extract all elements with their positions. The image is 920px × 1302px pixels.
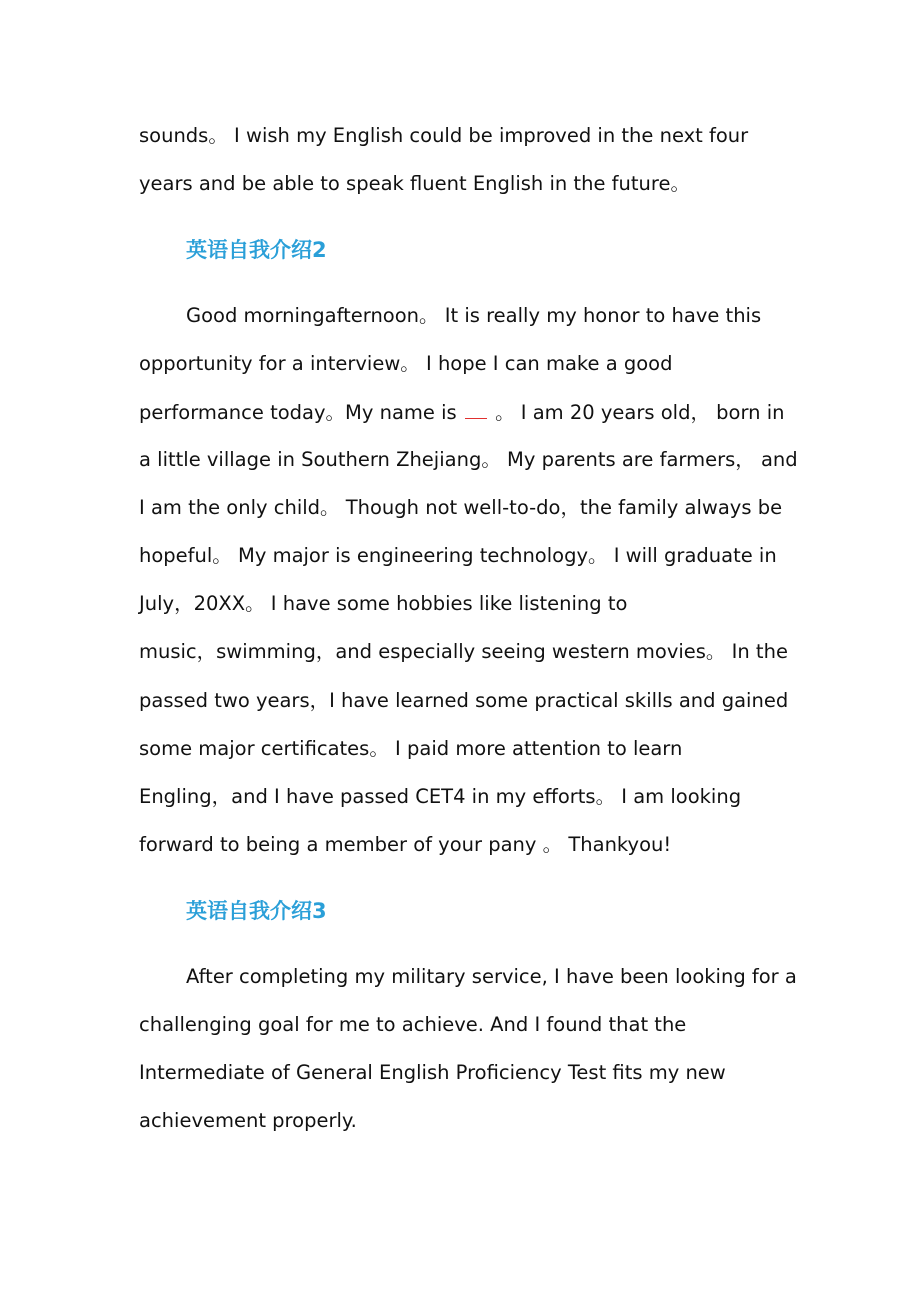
name-prefix-text: performance today。My name is bbox=[139, 401, 457, 424]
section-heading: 英语自我介绍2 bbox=[186, 238, 327, 262]
paragraph-line: opportunity for a interview。 I hope I can make a good bbox=[139, 352, 673, 375]
paragraph-line: challenging goal for me to achieve. And I found that the bbox=[139, 1013, 687, 1036]
paragraph-line: hopeful。 My major is engineering technology。 I will graduate in bbox=[139, 544, 777, 567]
name-suffix-text: 。 I am 20 years old， born in bbox=[495, 401, 785, 424]
paragraph-line: a little village in Southern Zhejiang。 My parents are farmers， and bbox=[139, 448, 798, 471]
paragraph-line: sounds。 I wish my English could be improved in the next four bbox=[139, 124, 749, 147]
paragraph-line: music，swimming，and especially seeing western movies。 In the bbox=[139, 640, 788, 663]
section-heading: 英语自我介绍3 bbox=[186, 899, 327, 923]
paragraph-line: Intermediate of General English Proficiency Test fits my new bbox=[139, 1061, 726, 1084]
paragraph-line bbox=[139, 400, 799, 425]
paragraph-line: years and be able to speak fluent English in the future。 bbox=[139, 172, 690, 195]
paragraph-line: achievement properly. bbox=[139, 1109, 357, 1132]
paragraph-line: forward to being a member of your pany 。 Thankyou! bbox=[139, 833, 672, 856]
paragraph-line: some major certificates。 I paid more attention to learn bbox=[139, 737, 683, 760]
paragraph-line: I am the only child。 Though not well-to-do，the family always be bbox=[139, 496, 783, 519]
paragraph-line: passed two years，I have learned some practical skills and gained bbox=[139, 689, 789, 712]
paragraph-line: Good morningafternoon。 It is really my honor to have this bbox=[186, 304, 762, 327]
name-blank-field bbox=[465, 400, 487, 419]
paragraph-line: July，20XX。 I have some hobbies like listening to bbox=[139, 592, 628, 615]
paragraph-line: Engling，and I have passed CET4 in my efforts。 I am looking bbox=[139, 785, 742, 808]
paragraph-line: After completing my military service, I have been looking for a bbox=[186, 965, 797, 988]
